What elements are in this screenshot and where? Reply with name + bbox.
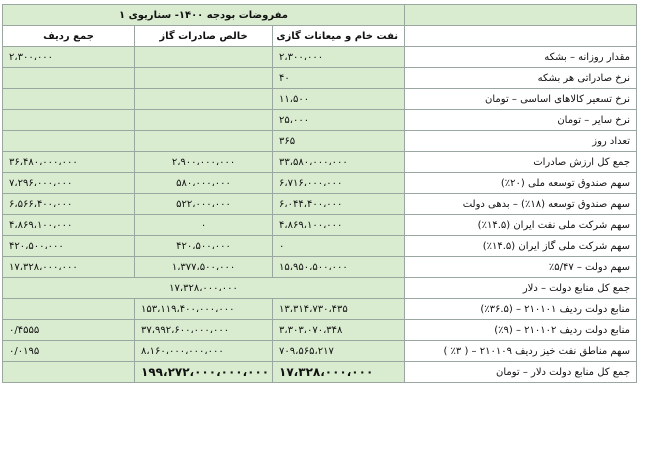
cell-gas: ۵۸۰،۰۰۰،۰۰۰ [135, 173, 273, 194]
cell-crude: ۳۳،۵۸۰،۰۰۰،۰۰۰ [273, 152, 405, 173]
cell-total [3, 89, 135, 110]
cell-merged-total: ۱۷،۳۲۸،۰۰۰،۰۰۰ [3, 278, 405, 299]
cell-gas: ۱۹۹،۲۷۲،۰۰۰،۰۰۰،۰۰۰ [135, 362, 273, 383]
cell-gas: ۱،۳۷۷،۵۰۰،۰۰۰ [135, 257, 273, 278]
cell-total: ۲،۳۰۰،۰۰۰ [3, 47, 135, 68]
cell-total [3, 110, 135, 131]
cell-total: ۰/۴۵۵۵ [3, 320, 135, 341]
row-label: جمع کل منابع دولت دلار – تومان [405, 362, 637, 383]
cell-gas: ۴۲۰،۵۰۰،۰۰۰ [135, 236, 273, 257]
column-header-crude: نفت خام و میعانات گازی [273, 26, 405, 47]
cell-gas: ۸،۱۶۰،۰۰۰،۰۰۰،۰۰۰ [135, 341, 273, 362]
cell-total: ۶،۵۶۶،۴۰۰،۰۰۰ [3, 194, 135, 215]
column-header-gas: خالص صادرات گاز [135, 26, 273, 47]
table-row-merged [3, 278, 637, 299]
cell-total [3, 362, 135, 383]
cell-crude: ۱۵،۹۵۰،۵۰۰،۰۰۰ [273, 257, 405, 278]
cell-gas [135, 89, 273, 110]
cell-gas: ۰ [135, 215, 273, 236]
row-label: نرخ صادراتی هر بشکه [405, 68, 637, 89]
row-label: منابع دولت ردیف ۲۱۰۱۰۲ – (۹٪) [405, 320, 637, 341]
cell-gas [135, 110, 273, 131]
cell-crude: ۶،۷۱۶،۰۰۰،۰۰۰ [273, 173, 405, 194]
cell-crude: ۳۶۵ [273, 131, 405, 152]
column-header-label-spacer [405, 26, 637, 47]
table-row [3, 215, 637, 236]
table-row [3, 194, 637, 215]
cell-gas: ۳۷،۹۹۲،۶۰۰،۰۰۰،۰۰۰ [135, 320, 273, 341]
cell-total: ۴،۸۶۹،۱۰۰،۰۰۰ [3, 215, 135, 236]
row-label: سهم شرکت ملی گاز ایران (۱۴.۵٪) [405, 236, 637, 257]
cell-total: ۷،۲۹۶،۰۰۰،۰۰۰ [3, 173, 135, 194]
cell-crude: ۲،۳۰۰،۰۰۰ [273, 47, 405, 68]
cell-total: ۰/۰۱۹۵ [3, 341, 135, 362]
table-row [3, 47, 637, 68]
table-row-final [3, 362, 637, 383]
table-row [3, 89, 637, 110]
cell-gas [135, 47, 273, 68]
header-label-spacer [405, 5, 637, 26]
row-label: مقدار روزانه – بشکه [405, 47, 637, 68]
cell-crude: ۱۱،۵۰۰ [273, 89, 405, 110]
cell-crude: ۴،۸۶۹،۱۰۰،۰۰۰ [273, 215, 405, 236]
cell-gas: ۵۲۲،۰۰۰،۰۰۰ [135, 194, 273, 215]
table-row [3, 320, 637, 341]
row-label: نرخ تسعیر کالاهای اساسی – تومان [405, 89, 637, 110]
cell-total: ۱۷،۳۲۸،۰۰۰،۰۰۰ [3, 257, 135, 278]
cell-crude: ۰ [273, 236, 405, 257]
table-row [3, 173, 637, 194]
table-row [3, 110, 637, 131]
table-row [3, 236, 637, 257]
cell-gas: ۲،۹۰۰،۰۰۰،۰۰۰ [135, 152, 273, 173]
cell-crude: ۶،۰۴۴،۴۰۰،۰۰۰ [273, 194, 405, 215]
row-label: نرخ سایر – تومان [405, 110, 637, 131]
cell-gas: ۱۵۳،۱۱۹،۴۰۰،۰۰۰،۰۰۰ [135, 299, 273, 320]
table-row [3, 152, 637, 173]
cell-gas [135, 131, 273, 152]
row-label: تعداد روز [405, 131, 637, 152]
column-header-total: جمع ردیف [3, 26, 135, 47]
cell-total: ۴۲۰،۵۰۰،۰۰۰ [3, 236, 135, 257]
cell-crude: ۲۵،۰۰۰ [273, 110, 405, 131]
row-label: جمع کل منابع دولت – دلار [405, 278, 637, 299]
table-row [3, 131, 637, 152]
row-label: سهم دولت – ۵/۴۷٪ [405, 257, 637, 278]
cell-total [3, 299, 135, 320]
cell-crude: ۷۰۹،۵۶۵،۲۱۷ [273, 341, 405, 362]
cell-gas [135, 68, 273, 89]
row-label: جمع کل ارزش صادرات [405, 152, 637, 173]
table-row [3, 68, 637, 89]
table-row [3, 341, 637, 362]
table-row [3, 299, 637, 320]
cell-total: ۳۶،۴۸۰،۰۰۰،۰۰۰ [3, 152, 135, 173]
row-label: سهم مناطق نفت خیز ردیف ۲۱۰۱۰۹ – ( ۳٪ ) [405, 341, 637, 362]
budget-table [2, 4, 637, 383]
row-label: سهم صندوق توسعه ملی (۲۰٪) [405, 173, 637, 194]
table-title: مفروضات بودجه ۱۴۰۰- سناریوی ۱ [3, 5, 405, 26]
cell-total [3, 68, 135, 89]
cell-crude: ۱۷،۳۲۸،۰۰۰،۰۰۰ [273, 362, 405, 383]
row-label: سهم شرکت ملی نفت ایران (۱۴.۵٪) [405, 215, 637, 236]
row-label: منابع دولت ردیف ۲۱۰۱۰۱ – (۳۶.۵٪) [405, 299, 637, 320]
cell-crude: ۴۰ [273, 68, 405, 89]
table-row [3, 257, 637, 278]
cell-crude: ۱۳،۳۱۴،۷۳۰،۴۳۵ [273, 299, 405, 320]
row-label: سهم صندوق توسعه (۱۸٪) – بدهی دولت [405, 194, 637, 215]
cell-crude: ۳،۳۰۳،۰۷۰،۳۴۸ [273, 320, 405, 341]
cell-total [3, 131, 135, 152]
